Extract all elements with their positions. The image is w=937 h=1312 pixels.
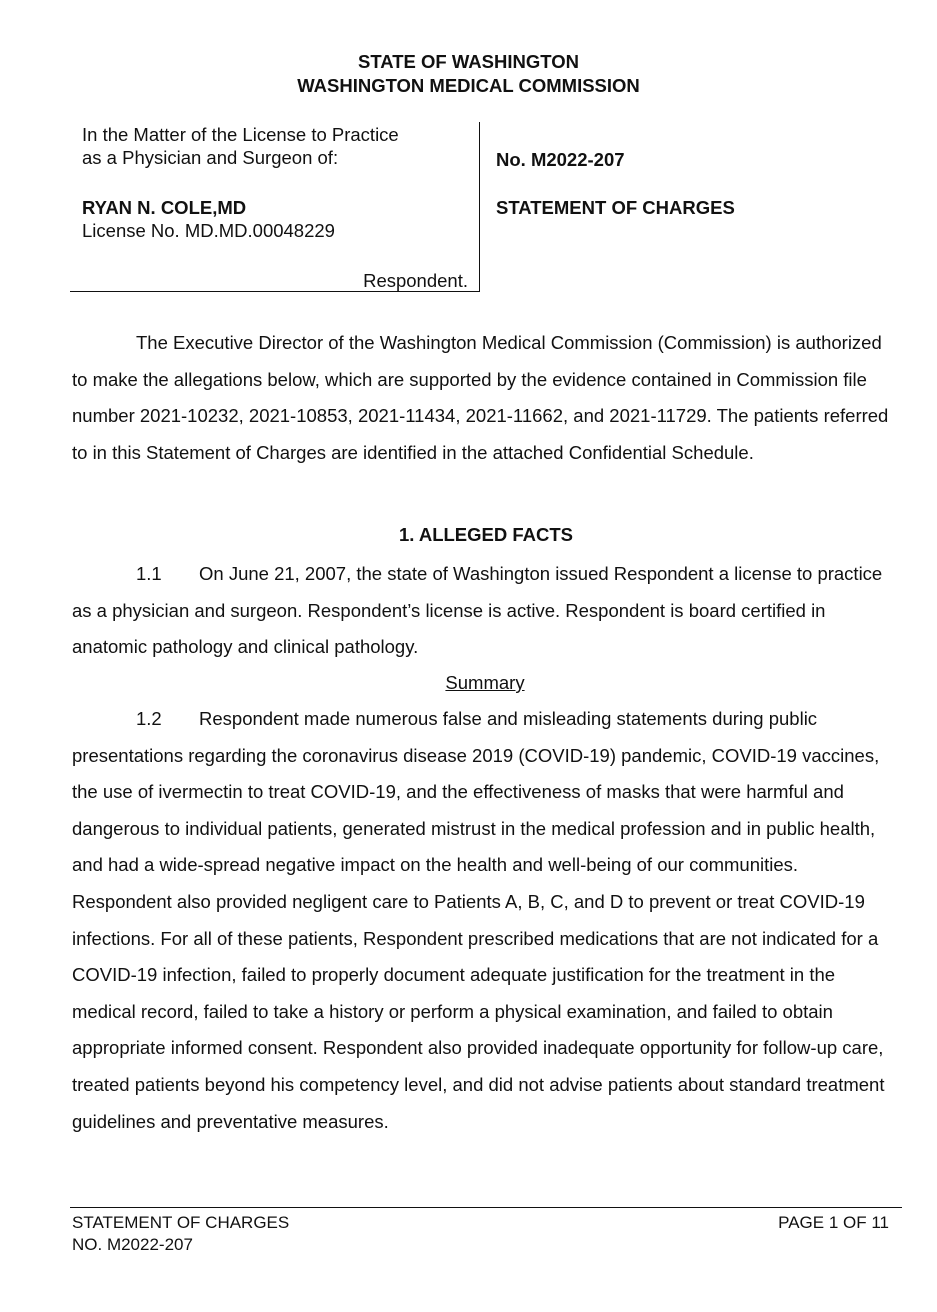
summary-heading: Summary xyxy=(445,672,525,693)
document-title: STATEMENT OF CHARGES xyxy=(496,197,735,218)
case-number: No. M2022-207 xyxy=(496,149,625,170)
license-number: License No. MD.MD.00048229 xyxy=(82,220,335,241)
footer-case-number: NO. M2022-207 xyxy=(72,1235,193,1254)
case-caption-box xyxy=(70,122,480,292)
respondent-name: RYAN N. COLE,MD xyxy=(82,197,247,218)
state-heading: STATE OF WASHINGTON xyxy=(358,51,579,72)
section-heading: 1. ALLEGED FACTS xyxy=(398,524,574,545)
footer-divider xyxy=(70,1207,902,1208)
paragraph-number: 1.2 xyxy=(136,708,162,729)
footer-doc-title: STATEMENT OF CHARGES xyxy=(72,1213,290,1232)
matter-line-1: In the Matter of the License to Practice xyxy=(82,124,399,145)
paragraph-number: 1.1 xyxy=(136,563,162,584)
paragraph-1-2 xyxy=(72,701,902,1140)
paragraph-text: On June 21, 2007, the state of Washington issued Respondent a license to practice as a physician and surgeon. Respondent’s license is active. Respondent is board certified in anatomic pathology and clinical pathology. xyxy=(72,563,883,658)
intro-paragraph-block xyxy=(72,325,902,471)
commission-heading: WASHINGTON MEDICAL COMMISSION xyxy=(297,75,640,96)
paragraph-1-1 xyxy=(72,556,902,666)
paragraph-text: Respondent made numerous false and misleading statements during public presentations regarding the coronavirus disease 2019 (COVID-19) pandemic, COVID-19 vaccines, the use of ivermectin to treat COVID-19, and the effectiveness of masks that were harmful and dangerous to individual patients, generated mistrust in the medical profession and in public health, and had a wide-spread negative impact on the health and well-being of our communities. Respondent also provided negligent care to Patients A, B, C, and D to prevent or treat COVID-19 infections. For all of these patients, Respondent prescribed medications that are not indicated for a COVID-19 infection, failed to properly document adequate justification for the treatment in the medical record, failed to take a history or perform a physical examination, and failed to obtain appropriate informed consent. Respondent also provided inadequate opportunity for follow-up care, treated patients beyond his competency level, and did not advise patients about standard treatment guidelines and preventative measures. xyxy=(72,708,885,1132)
respondent-label: Respondent. xyxy=(363,270,468,291)
paragraph-1-2-block xyxy=(72,701,902,1140)
paragraph-1-1-block xyxy=(72,556,902,666)
intro-paragraph: The Executive Director of the Washington Medical Commission (Commission) is authorized to make the allegations below, which are supported by the evidence contained in Commission file number 2021-10232, 2021-10853, 2021-11434, 2021-11662, and 2021-11729. The patients referred to in this Statement of Charges are identified in the attached Confidential Schedule. xyxy=(72,332,889,463)
matter-line-2: as a Physician and Surgeon of: xyxy=(82,147,339,168)
page-number: PAGE 1 OF 11 xyxy=(778,1213,889,1232)
